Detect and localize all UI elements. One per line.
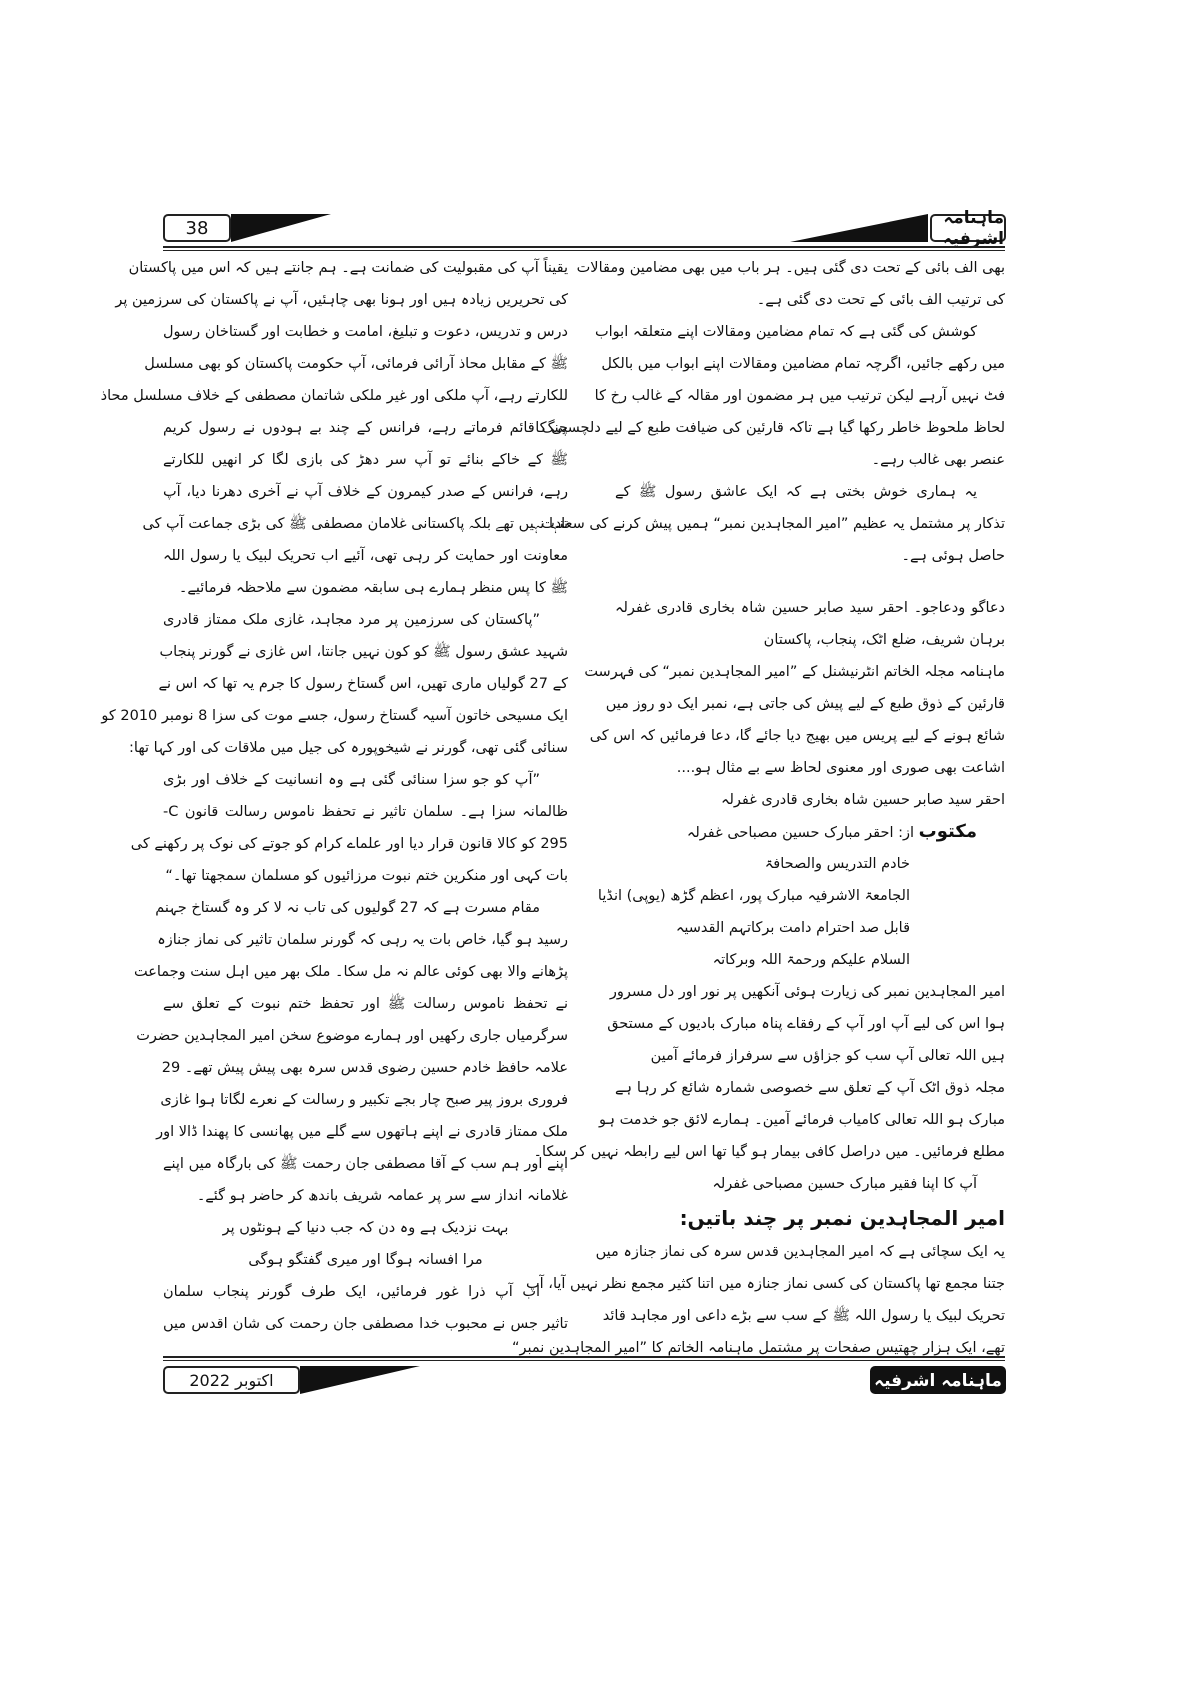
text-line: رسید ہو گیا، خاص بات یہ رہی کہ گورنر سلمان تاثیر کی نماز جنازہ (157, 932, 568, 948)
footer-title-box (870, 1366, 1006, 1394)
text-line: نے تحفظ ناموس رسالت ﷺ اور تحفظ ختم نبوت کے تعلق سے (163, 996, 568, 1012)
footer-rule (163, 1356, 1005, 1361)
text-line (615, 816, 1005, 848)
text-line: ماہنامہ مجلہ الخاتم انٹرنیشنل کے ”امیر المجاہدین نمبر“ کی فہرست (584, 664, 1005, 680)
text-line: السلام علیکم ورحمۃ اللہ وبرکاتہ (712, 952, 910, 968)
text-line: عنصر بھی غالب رہے۔ (871, 452, 1005, 468)
text-line: قارئین کے ذوق طبع کے لیے پیش کی جاتی ہے، نمبر ایک دو روز میں (605, 696, 1005, 712)
text-line: رہے، فرانس کے صدر کیمرون کے خلاف آپ نے آخری دھرنا دیا، آپ (163, 484, 568, 500)
text-line: بات کہی اور منکرین ختم نبوت مرزائیوں کو مسلمان سمجھتا تھا۔“ (165, 868, 568, 884)
text-line: معاونت اور حمایت کر رہی تھی، آئیے اب تحریک لبیک یا رسول اللہ (163, 548, 568, 564)
text-line: فروری بروز پیر صبح چار بجے تکبیر و رسالت کے نعرے لگاتا ہوا غازی (160, 1092, 568, 1108)
text-line: میں رکھے جائیں، اگرچہ تمام مضامین ومقالات اپنے ابواب میں بالکل (601, 356, 1005, 372)
text-line: حاصل ہوئی ہے۔ (901, 548, 1005, 564)
text-line: ﷺ کا پس منظر ہمارے ہی سابقہ مضمون سے ملاحظہ فرمائیے۔ (178, 580, 568, 596)
text-line: شہید عشق رسول ﷺ کو کون نہیں جانتا، اس غازی نے گورنر پنجاب (159, 644, 568, 660)
text-line: مطلع فرمائیں۔ میں دراصل کافی بیمار ہو گیا تھا اس لیے رابطہ نہیں کر سکا۔ (533, 1144, 1005, 1160)
text-line: ملک ممتاز قادری نے اپنے ہاتھوں سے گلے میں پھانسی کا پھندا ڈالا اور (156, 1124, 568, 1140)
text-line: خادم التدریس والصحافۃ (764, 856, 910, 872)
text-line: بھی الف بائی کے تحت دی گئی ہیں۔ ہر باب میں بھی مضامین ومقالات (576, 260, 1005, 276)
magazine-title: ماہنامہ اشرفیہ (942, 208, 1004, 249)
text-line: علامہ حافظ خادم حسین رضوی قدس سرہ بھی پیش پیش تھے۔ 29 (161, 1060, 568, 1076)
text-line: ”پاکستان کی سرزمین پر مرد مجاہد، غازی ملک ممتاز قادری (163, 612, 540, 628)
issue-date-box (163, 1366, 300, 1394)
text-line: اپنے اور ہم سب کے آقا مصطفی جان رحمت ﷺ کی بارگاہ میں اپنے (163, 1156, 568, 1172)
text-line: مبارک ہو اللہ تعالی کامیاب فرمائے آمین۔ ہمارے لائق جو خدمت ہو (598, 1112, 1005, 1128)
text-line: جتنا مجمع تھا پاکستان کی کسی نماز جنازہ میں اتنا کثیر مجمع نظر نہیں آیا، آپ (525, 1276, 1005, 1292)
text-line: تذکار پر مشتمل یہ عظیم ”امیر المجاہدین نمبر“ ہمیں پیش کرنے کی سعادت (541, 516, 1005, 532)
text-line: لحاظ ملحوظ خاطر رکھا گیا ہے تاکہ قارئین کی ضیافت طبع کے لیے دلچسپی کا (535, 420, 1005, 436)
text-line: برہان شریف، ضلع اٹک، پنجاب، پاکستان (763, 632, 1005, 648)
footer-title: ماہنامہ اشرفیہ (874, 1370, 1002, 1391)
text-line: پڑھانے والا بھی کوئی عالم نہ مل سکا۔ ملک بھر میں اہل سنت وجماعت (133, 964, 568, 980)
header-wedge-right (790, 214, 928, 242)
text-line: فٹ نہیں آرہے لیکن ترتیب میں ہر مضمون اور مقالہ کے غالب رخ کا (594, 388, 1005, 404)
text-line: تاثیر جس نے محبوب خدا مصطفی جان رحمت کی شان اقدس میں (163, 1316, 568, 1332)
text-line: امیر المجاہدین نمبر کی زیارت ہوئی آنکھیں پر نور اور دل مسرور (609, 984, 1005, 1000)
text-line: مجلہ ذوق اٹک آپ کے تعلق سے خصوصی شمارہ شائع کر رہا ہے (615, 1080, 1005, 1096)
letter-from: از: احقر مبارک حسین مصباحی غفرلہ (686, 825, 919, 841)
issue-date: اکتوبر 2022 (189, 1370, 274, 1390)
text-line: کی ترتیب الف بائی کے تحت دی گئی ہے۔ (756, 292, 1005, 308)
text-line: 295 کو کالا قانون قرار دیا اور علماے کرام کو جوتے کی نوک پر رکھنے کی (130, 836, 568, 852)
header-rule (163, 246, 1005, 251)
letter-label: مکتوب (918, 821, 977, 842)
text-line: یقیناً آپ کی مقبولیت کی ضمانت ہے۔ ہم جانتے ہیں کہ اس میں پاکستان (128, 260, 568, 276)
text-line: اشاعت بھی صوری اور معنوی لحاظ سے بے مثال ہو.... (676, 760, 1005, 776)
text-line: تھے، ایک ہزار چھتیس صفحات پر مشتمل ماہنامہ الخاتم کا ”امیر المجاہدین نمبر“ (512, 1340, 1005, 1356)
text-line: ہیں اللہ تعالی آپ سب کو جزاؤں سے سرفراز فرمائے آمین (650, 1048, 1005, 1064)
text-line: جنگ قائم فرماتے رہے، فرانس کے چند بے ہودوں نے رسول کریم (163, 420, 568, 436)
left-column (100, 252, 568, 1340)
section-heading: امیر المجاہدین نمبر پر چند باتیں: (679, 1206, 1005, 1230)
text-line: سرگرمیاں جاری رکھیں اور ہمارے موضوع سخن امیر المجاہدین حضرت (136, 1028, 568, 1044)
right-column (512, 252, 1005, 1364)
text-line: تنہا نہیں تھے بلکہ پاکستانی غلامان مصطفی ﷺ کی بڑی جماعت آپ کی (142, 516, 568, 532)
text-line: اب آپ ذرا غور فرمائیں، ایک طرف گورنر پنجاب سلمان (163, 1284, 540, 1300)
text-line: کی تحریریں زیادہ ہیں اور ہونا بھی چاہئیں، آپ نے پاکستان کی سرزمین پر (115, 292, 568, 308)
text-line: للکارتے رہے، آپ ملکی اور غیر ملکی شاتمان مصطفی کے خلاف مسلسل محاذ (100, 388, 568, 404)
text-line: شائع ہونے کے لیے پریس میں بھیج دیا جائے گا، دعا فرمائیں کہ اس کی (589, 728, 1005, 744)
text-line: قابل صد احترام دامت برکاتہم القدسیہ (675, 920, 910, 936)
text-line: ”آپ کو جو سزا سنائی گئی ہے وہ انسانیت کے خلاف اور بڑی (163, 772, 540, 788)
magazine-title-box (930, 208, 1006, 249)
text-line: کے 27 گولیاں ماری تھیں، اس گستاخ رسول کا جرم یہ تھا کہ اس نے (158, 676, 568, 692)
text-line: احقر سید صابر حسین شاہ بخاری قادری غفرلہ (720, 792, 1005, 808)
text-line: ﷺ کے خاکے بنائے تو آپ سر دھڑ کی بازی لگا کر انھیں للکارتے (163, 452, 568, 468)
text-line: کوشش کی گئی ہے کہ تمام مضامین ومقالات اپنے متعلقہ ابواب (595, 324, 977, 340)
text-line: تحریک لبیک یا رسول اللہ ﷺ کے سب سے بڑے داعی اور مجاہد قائد (602, 1308, 1005, 1324)
footer-wedge-left (300, 1366, 420, 1394)
text-line: بہت نزدیک ہے وہ دن کہ جب دنیا کے ہونٹوں پر (222, 1220, 509, 1236)
text-line: آپ کا اپنا فقیر مبارک حسین مصباحی غفرلہ (712, 1176, 977, 1192)
text-line: ایک مسیحی خاتون آسیہ گستاخ رسول، جسے موت کی سزا 8 نومبر 2010 کو (101, 708, 568, 724)
text-line: مقام مسرت ہے کہ 27 گولیوں کی تاب نہ لا کر وہ گستاخ جہنم (155, 900, 540, 916)
text-line: یہ ایک سچائی ہے کہ امیر المجاہدین قدس سرہ کی نماز جنازہ میں (595, 1244, 1005, 1260)
page-number: 38 (185, 217, 209, 239)
text-line: غلامانہ انداز سے سر پر عمامہ شریف باندھ کر حاضر ہو گئے۔ (196, 1188, 568, 1204)
text-line: درس و تدریس، دعوت و تبلیغ، امامت و خطابت اور گستاخان رسول (163, 324, 568, 340)
text-line: ہوا اس کی لیے آپ اور آپ کے رفقاے پناہ مبارک بادیوں کے مستحق (607, 1016, 1005, 1032)
text-line: ظالمانہ سزا ہے۔ سلمان تاثیر نے تحفظ ناموس رسالت قانون C- (163, 804, 568, 820)
header-wedge-left (231, 214, 331, 242)
text-line: ﷺ کے مقابل محاذ آرائی فرمائی، آپ حکومت پاکستان کو بھی مسلسل (144, 356, 568, 372)
text-line: مرا افسانہ ہوگا اور میری گفتگو ہوگی (248, 1252, 483, 1268)
text-line: الجامعۃ الاشرفیہ مبارک پور، اعظم گڑھ (یوپی) انڈیا (597, 888, 910, 904)
text-line: یہ ہماری خوش بختی ہے کہ ایک عاشق رسول ﷺ کے (615, 484, 977, 500)
text-line: دعاگو ودعاجو۔ احقر سید صابر حسین شاہ بخاری قادری غفرلہ (615, 600, 1005, 616)
paragraph-gap (615, 572, 1005, 592)
text-line: سنائی گئی تھی، گورنر نے شیخوپورہ کی جیل میں ملاقات کی اور کہا تھا: (129, 740, 568, 756)
page-number-box (163, 214, 231, 242)
